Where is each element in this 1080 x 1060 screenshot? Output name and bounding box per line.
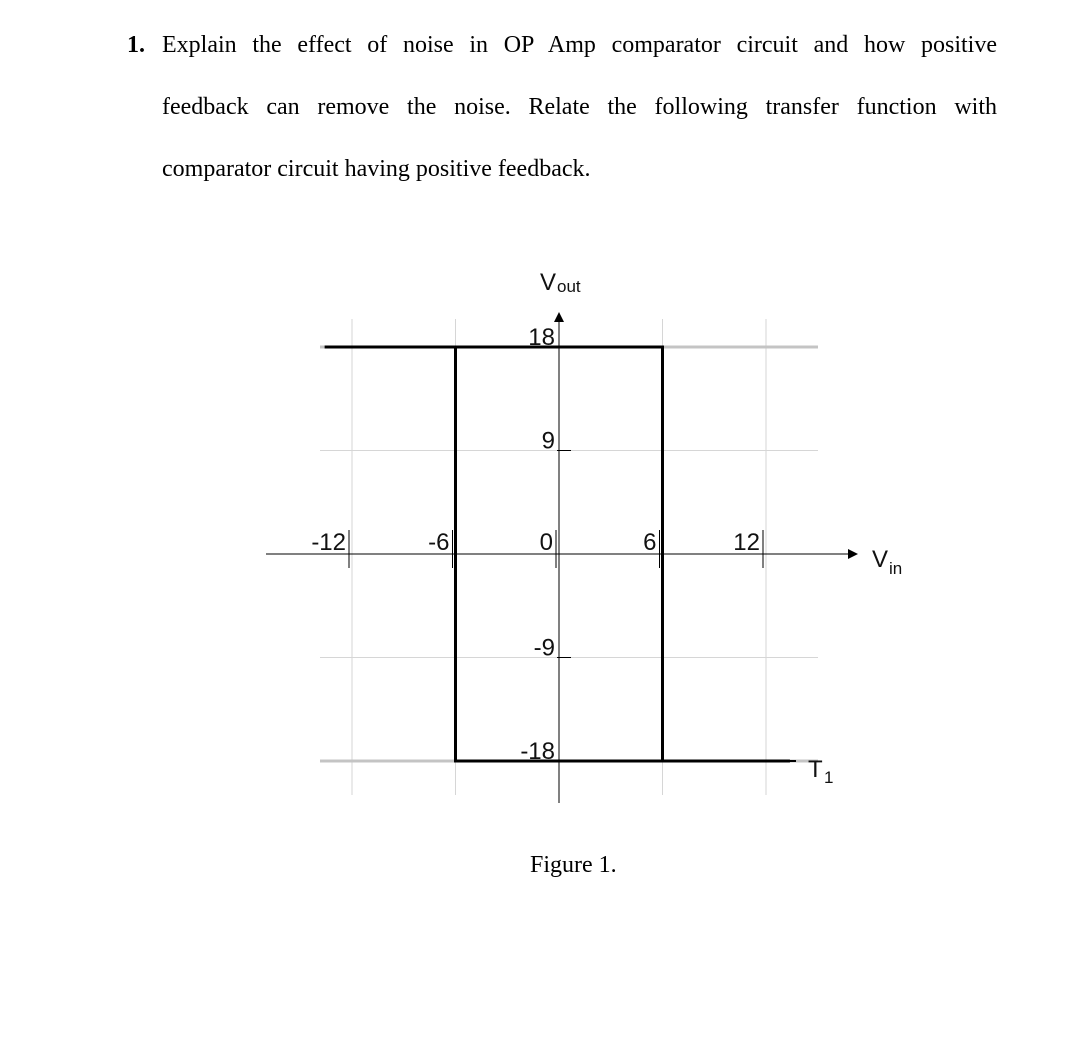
y-tick-label: 18: [528, 324, 555, 351]
axes: [266, 313, 857, 803]
figure-caption: Figure 1.: [530, 852, 617, 878]
y-axis-label: V: [540, 269, 557, 296]
x-tick-label: 6: [643, 529, 657, 556]
y-tick-label: -18: [520, 738, 555, 765]
x-tick-label: 12: [733, 529, 760, 556]
x-axis-label: V: [872, 546, 889, 573]
question-line-1: Explain the effect of noise in OP Amp comparator circuit and how positive: [162, 32, 997, 58]
y-tick-label: 9: [541, 427, 555, 455]
x-tick-label: 0: [539, 529, 553, 556]
curve-label-subscript: 1: [824, 768, 834, 787]
y-axis-label-subscript: out: [557, 277, 581, 296]
question-number: 1.: [127, 32, 145, 58]
x-axis-label-subscript: in: [889, 559, 903, 578]
x-tick-label: -6: [428, 529, 450, 556]
curve-label: T: [808, 756, 823, 783]
question-line-3: comparator circuit having positive feedback.: [162, 156, 591, 182]
tick-labels: [311, 324, 796, 765]
x-tick-label: -12: [311, 529, 346, 556]
grid: [320, 319, 818, 795]
y-tick-label: -9: [533, 634, 555, 662]
question-line-2: feedback can remove the noise. Relate the following transfer function with: [162, 94, 997, 120]
